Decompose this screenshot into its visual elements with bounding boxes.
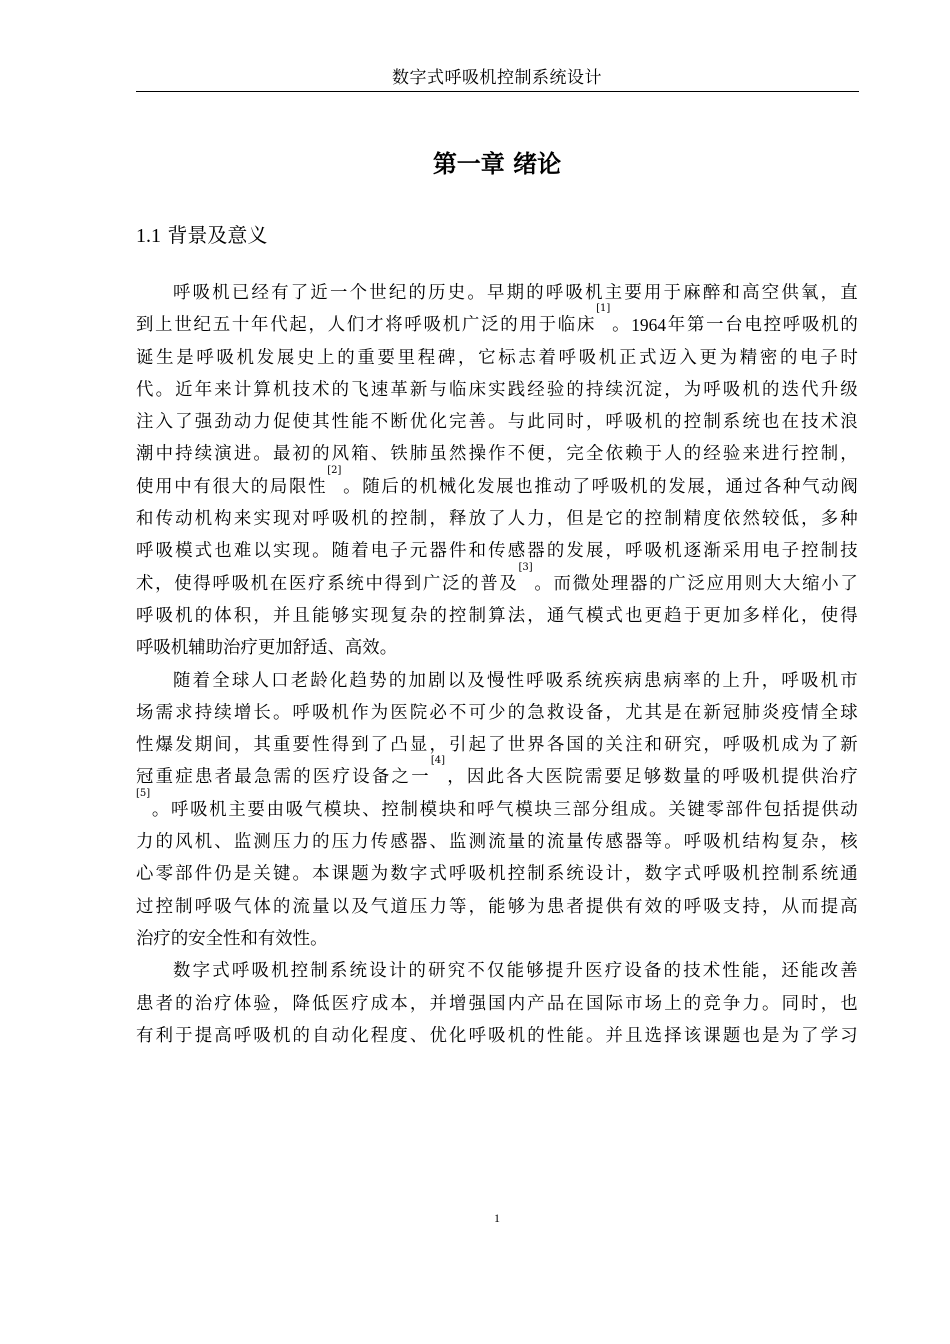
paragraph-line: 呼 吸 机 的 体 积 ， 并 且 能 够 实 现 复 杂 的 控 制 算 法 ， 通 气 模 式 也 更 趋 于 更 加 多 样 化 ， 使 得 [136, 605, 858, 626]
paragraph-line: 注 入 了 强 劲 动 力 促 使 其 性 能 不 断 优 化 完 善 。 与 此 同 时 ， 呼 吸 机 的 控 制 系 统 也 在 技 术 浪 [136, 412, 858, 433]
paragraph-line: 和 传 动 机 构 来 实 现 对 呼 吸 机 的 控 制 ， 释 放 了 人 力 ， 但 是 它 的 控 制 精 度 依 然 较 低 ， 多 种 [136, 509, 858, 530]
section-heading [136, 220, 267, 251]
paragraph-line: 呼 吸 机 辅 助 治 疗 更 加 舒 适 、 高 效 。 [136, 638, 398, 659]
paragraph-line: 呼 吸 机 已 经 有 了 近 一 个 世 纪 的 历 史 。 早 期 的 呼 吸 机 主 要 用 于 麻 醉 和 高 空 供 氧 ， 直 [173, 283, 858, 303]
paragraph-line: 使 用 中 有 很 大 的 局 限 性 [2] 。 随 后 的 机 械 化 发 展 也 推 动 了 呼 吸 机 的 发 展 ， 通 过 各 种 气 动 阀 [136, 471, 858, 503]
citation-marker: [5] [136, 787, 151, 799]
body-text [136, 277, 858, 1052]
paragraph-line: 数 字 式 呼 吸 机 控 制 系 统 设 计 的 研 究 不 仅 能 够 提 升 医 疗 设 备 的 技 术 性 能 ， 还 能 改 善 [173, 961, 858, 982]
paragraph-line: [5] 。 呼 吸 机 主 要 由 吸 气 模 块 、 控 制 模 块 和 呼 气 模 块 三 部 分 组 成 。 关 键 零 部 件 包 括 提 供 动 [136, 794, 858, 826]
section-title: 背景及意义 [167, 223, 268, 247]
citation-marker: [3] [518, 561, 533, 573]
page-number: 1 [494, 1211, 500, 1225]
section-number: 1.1 [136, 225, 161, 247]
paragraph-line: 代 。 近 年 来 计 算 机 技 术 的 飞 速 革 新 与 临 床 实 践 经 验 的 持 续 沉 淀 ， 为 呼 吸 机 的 迭 代 升 级 [136, 379, 858, 400]
paragraph-line: 呼 吸 模 式 也 难 以 实 现 。 随 着 电 子 元 器 件 和 传 感 器 的 发 展 ， 呼 吸 机 逐 渐 采 用 电 子 控 制 技 [136, 541, 858, 562]
paragraph-line: 有 利 于 提 高 呼 吸 机 的 自 动 化 程 度 、 优 化 呼 吸 机 的 性 能 。 并 且 选 择 该 课 题 也 是 为 了 学 习 [136, 1025, 858, 1046]
paragraph-line: 场 需 求 持 续 增 长 。 呼 吸 机 作 为 医 院 必 不 可 少 的 急 救 设 备 ， 尤 其 是 在 新 冠 肺 炎 疫 情 全 球 [136, 702, 858, 723]
paragraph-line: 冠 重 症 患 者 最 急 需 的 医 疗 设 备 之 一 [4] ， 因 此 各 大 医 院 需 要 足 够 数 量 的 呼 吸 机 提 供 治 疗 [136, 761, 858, 793]
header-rule [136, 91, 859, 92]
paragraph-line: 心 零 部 件 仍 是 关 键 。 本 课 题 为 数 字 式 呼 吸 机 控 制 系 统 设 计 ， 数 字 式 呼 吸 机 控 制 系 统 通 [136, 864, 858, 885]
running-header: 数字式呼吸机控制系统设计 [392, 68, 602, 88]
paragraph-line: 术 ， 使 得 呼 吸 机 在 医 疗 系 统 中 得 到 广 泛 的 普 及 [3] 。 而 微 处 理 器 的 广 泛 应 用 则 大 大 缩 小 了 [136, 568, 858, 600]
paragraph-line: 患 者 的 治 疗 体 验 ， 降 低 医 疗 成 本 ， 并 增 强 国 内 产 品 在 国 际 市 场 上 的 竞 争 力 。 同 时 ， 也 [136, 993, 858, 1014]
chapter-title: 第一章 绪论 [432, 150, 562, 178]
citation-marker: [4] [430, 755, 446, 767]
paragraph-line: 随 着 全 球 人 口 老 龄 化 趋 势 的 加 剧 以 及 慢 性 呼 吸 系 统 疾 病 患 病 率 的 上 升 ， 呼 吸 机 市 [173, 670, 858, 691]
paragraph-line: 性 爆 发 期 间 ， 其 重 要 性 得 到 了 凸 显 ， 引 起 了 世 界 各 国 的 关 注 和 研 究 ， 呼 吸 机 成 为 了 新 [136, 735, 858, 756]
citation-marker: [2] [327, 464, 342, 476]
paragraph-line: 到 上 世 纪 五 十 年 代 起 ， 人 们 才 将 呼 吸 机 广 泛 的 用 于 临 床 [1] 。 1964 年 第 一 台 电 控 呼 吸 机 的 [136, 309, 858, 341]
paragraph-line: 力 的 风 机 、 监 测 压 力 的 压 力 传 感 器 、 监 测 流 量 的 流 量 传 感 器 等 。 呼 吸 机 结 构 复 杂 ， 核 [136, 832, 858, 853]
paragraph-line: 过 控 制 呼 吸 气 体 的 流 量 以 及 气 道 压 力 等 ， 能 够 为 患 者 提 供 有 效 的 呼 吸 支 持 ， 从 而 提 高 [136, 896, 858, 917]
paragraph-line: 诞 生 是 呼 吸 机 发 展 史 上 的 重 要 里 程 碑 ， 它 标 志 着 呼 吸 机 正 式 迈 入 更 为 精 密 的 电 子 时 [136, 347, 858, 368]
paragraph-line: 潮 中 持 续 演 进 。 最 初 的 风 箱 、 铁 肺 虽 然 操 作 不 便 ， 完 全 依 赖 于 人 的 经 验 来 进 行 控 制 ， [136, 444, 858, 465]
citation-marker: [1] [596, 303, 611, 315]
paragraph-line: 治 疗 的 安 全 性 和 有 效 性 。 [136, 928, 328, 949]
